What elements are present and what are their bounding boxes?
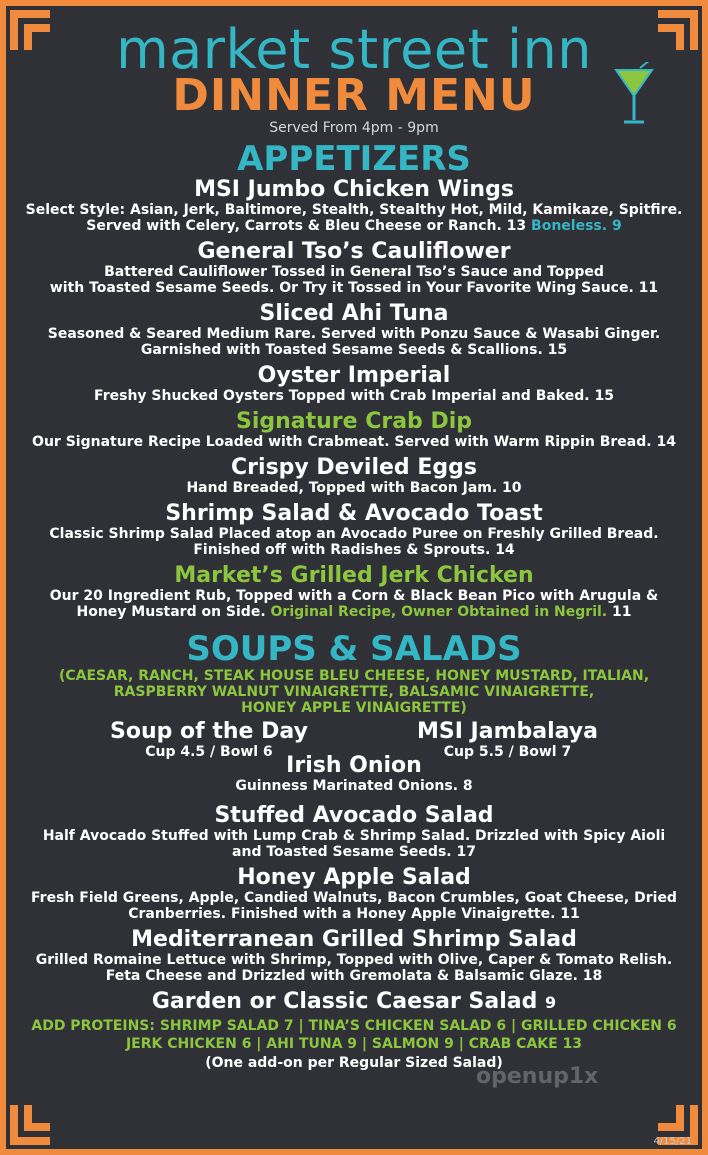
ahi-item <box>10 302 698 358</box>
stuffed-item <box>10 804 698 860</box>
stuffed-desc1: Half Avocado Stuffed with Lump Crab & Shrimp Salad. Drizzled with Spicy Aioli <box>42 828 666 844</box>
medi-item <box>10 928 698 984</box>
wings-desc1: Select Style: Asian, Jerk, Baltimore, Stealth, Stealthy Hot, Mild, Kamikaze, Spitfire. <box>25 202 683 218</box>
jerk-title: Market’s Grilled Jerk Chicken <box>174 563 534 588</box>
menu-date: 4/15/21 <box>653 1136 692 1147</box>
medi-desc1: Grilled Romaine Lettuce with Shrimp, Topped with Olive, Caper & Tomato Relish. <box>35 952 673 968</box>
jerk-desc1: Our 20 Ingredient Rub, Topped with a Corn & Black Bean Pico with Arugula & <box>49 588 659 604</box>
dressings-line2: RASPBERRY WALNUT VINAIGRETTE, BALSAMIC VINAIGRETTE, <box>113 684 595 700</box>
toast-title: Shrimp Salad & Avocado Toast <box>165 501 543 526</box>
cauliflower-desc1: Battered Cauliflower Tossed in General Tso’s Sauce and Topped <box>104 264 604 280</box>
wings-desc2-text: Served with Celery, Carrots & Bleu Cheese or Ranch. 13 <box>86 218 527 234</box>
add-on-note: (One add-on per Regular Sized Salad) <box>205 1055 503 1071</box>
dressings-line3: HONEY APPLE VINAIGRETTE) <box>241 700 467 716</box>
honey-desc1: Fresh Field Greens, Apple, Candied Walnuts, Bacon Crumbles, Goat Cheese, Dried <box>31 890 677 906</box>
jambalaya-title: MSI Jambalaya <box>416 719 598 744</box>
proteins-line1: ADD PROTEINS: SHRIMP SALAD 7 | TINA’S CHICKEN SALAD 6 | GRILLED CHICKEN 6 <box>31 1018 677 1034</box>
irish-desc: Guinness Marinated Onions. 8 <box>235 778 473 794</box>
crabdip-item <box>10 410 698 450</box>
honey-desc2: Cranberries. Finished with a Honey Apple Vinaigrette. 11 <box>128 906 580 922</box>
soups-title: SOUPS & SALADS <box>186 629 522 669</box>
menu-content <box>10 18 698 1145</box>
ahi-desc1: Seasoned & Seared Medium Rare. Served with Ponzu Sauce & Wasabi Ginger. <box>47 326 661 342</box>
appetizers-title: APPETIZERS <box>237 139 471 179</box>
deviled-desc: Hand Breaded, Topped with Bacon Jam. 10 <box>186 480 522 496</box>
stuffed-title: Stuffed Avocado Salad <box>214 803 494 828</box>
honey-title: Honey Apple Salad <box>237 865 471 890</box>
proteins-line2: JERK CHICKEN 6 | AHI TUNA 9 | SALMON 9 | CRAB CAKE 13 <box>125 1036 583 1052</box>
crabdip-desc: Our Signature Recipe Loaded with Crabmeat. Served with Warm Rippin Bread. 14 <box>32 434 676 450</box>
soups-split <box>10 716 698 802</box>
cauliflower-desc2: with Toasted Sesame Seeds. Or Try it Tossed in Your Favorite Wing Sauce. 11 <box>49 280 659 296</box>
jambalaya-price: Cup 5.5 / Bowl 7 <box>443 744 572 760</box>
brand-title: market street inn <box>116 18 592 81</box>
stuffed-desc2: and Toasted Sesame Seeds. 17 <box>232 844 476 860</box>
jerk-desc2 <box>10 604 698 620</box>
irish-title: Irish Onion <box>286 753 422 778</box>
wings-title: MSI Jumbo Chicken Wings <box>194 177 514 202</box>
toast-desc1: Classic Shrimp Salad Placed atop an Avocado Puree on Freshly Grilled Bread. <box>49 526 659 542</box>
garden-name: Garden or Classic Caesar Salad <box>151 989 538 1014</box>
irish-onion <box>10 754 698 794</box>
deviled-item <box>10 456 698 496</box>
soup-day-title: Soup of the Day <box>110 719 308 744</box>
garden-item <box>10 990 698 1071</box>
soup-day-price: Cup 4.5 / Bowl 6 <box>145 744 273 760</box>
toast-desc2: Finished off with Radishes & Sprouts. 14 <box>193 542 515 558</box>
menu-title: DINNER MENU <box>172 70 536 121</box>
cauliflower-item <box>10 240 698 296</box>
garden-price: 9 <box>545 993 557 1012</box>
jerk-item <box>10 564 698 620</box>
oyster-desc: Freshy Shucked Oysters Topped with Crab Imperial and Baked. 15 <box>94 388 614 404</box>
cauliflower-title: General Tso’s Cauliflower <box>197 239 511 264</box>
crabdip-title: Signature Crab Dip <box>235 409 473 434</box>
served-time: Served From 4pm - 9pm <box>269 120 439 136</box>
garden-title <box>10 990 698 1015</box>
watermark: openup1x <box>476 1064 599 1089</box>
jerk-desc2-c: 11 <box>612 604 632 620</box>
medi-desc2: Feta Cheese and Drizzled with Gremolata & Balsamic Glaze. 18 <box>105 968 603 984</box>
ahi-desc2: Garnished with Toasted Sesame Seeds & Scallions. 15 <box>140 342 568 358</box>
wings-item <box>10 178 698 234</box>
jerk-desc2-b: Original Recipe, Owner Obtained in Negril. <box>270 604 608 620</box>
toast-item <box>10 502 698 558</box>
oyster-item <box>10 364 698 404</box>
deviled-title: Crispy Deviled Eggs <box>231 455 477 480</box>
oyster-title: Oyster Imperial <box>257 363 451 388</box>
ahi-title: Sliced Ahi Tuna <box>259 301 449 326</box>
jerk-desc2-a: Honey Mustard on Side. <box>76 604 266 620</box>
medi-title: Mediterranean Grilled Shrimp Salad <box>131 927 577 952</box>
wings-boneless: Boneless. 9 <box>531 218 622 234</box>
wings-desc2 <box>10 218 698 234</box>
honey-item <box>10 866 698 922</box>
dressings-line1: (CAESAR, RANCH, STEAK HOUSE BLEU CHEESE, HONEY MUSTARD, ITALIAN, <box>58 668 650 684</box>
